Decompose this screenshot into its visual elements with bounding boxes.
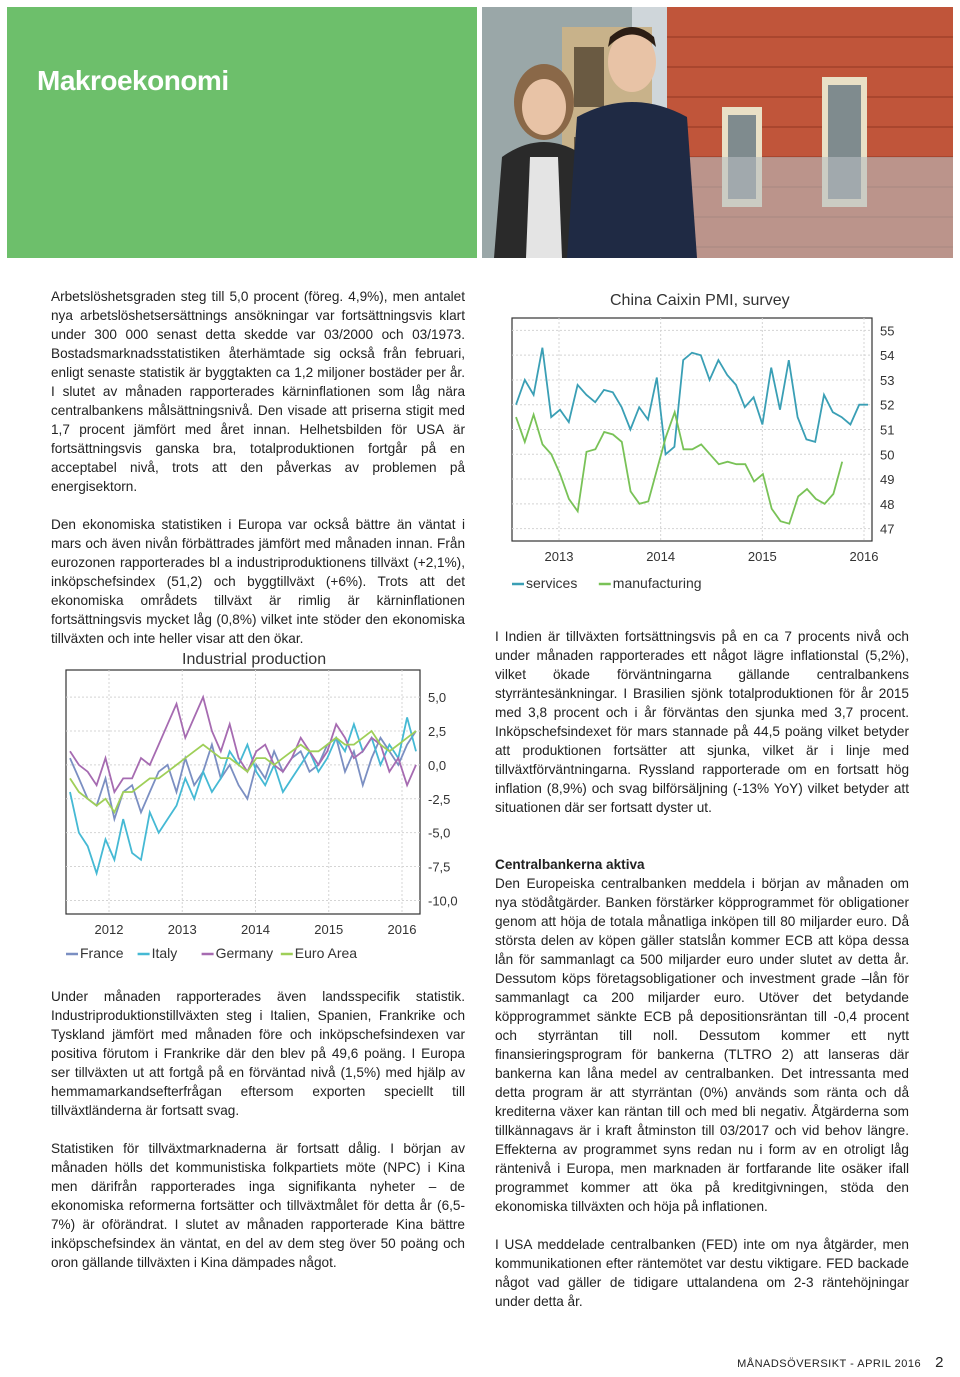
y-tick-label: 50 xyxy=(880,447,895,463)
paragraph-ecb: Den Europeiska centralbanken meddela i början av månaden om nya stödåtgärder. Banken förstärker köpprogrammet för obligationer genom att höja de totala månatliga inköpen till 80 miljarder euro. Då största delen av köpen gäller statslån kommer ECB att köpa dessa lån för sammanlagt ca 500 miljarder euro under slutet av detta år. Dessutom köps företagsobligationer och investment grade –lån för sammanlagt ca 200 miljarder euro. Utöver det betydande köpprogrammet sänkte ECB på depositionsräntan till -0,4 procent och styrräntan till noll. Dessutom kommer ett nytt finansieringsprogram för bankerna (TLTRO 2) att lanseras där bankerna kan låna medel av centralbanken. Det intressanta med detta program är att styrräntan (0%) används som ränta och då krediterna växer kan räntan till och med bli negativ. Åtgärderna som tillkännagavs är i kraft åtminston till 03/2017 och vid behov längre. Effekterna av programmet syns redan nu i form av en otroligt låg räntenivå i Europa, men marknaden är fortfarande lite osäker ifall programmet kommer att öka på kreditgivningen, stöda den ekonomiska tillväxten och höja på inflationen. xyxy=(495,876,909,1214)
x-tick-label: 2014 xyxy=(241,922,270,937)
x-tick-label: 2016 xyxy=(387,922,417,937)
x-tick-label: 2015 xyxy=(747,549,777,564)
x-tick-label: 2013 xyxy=(167,922,197,937)
chart-title: Industrial production xyxy=(182,651,327,668)
y-tick-label: 49 xyxy=(880,472,895,488)
legend-label: services xyxy=(526,575,578,591)
x-tick-label: 2016 xyxy=(849,549,879,564)
legend-label: Euro Area xyxy=(294,945,358,961)
y-tick-label: 54 xyxy=(880,348,895,364)
china-pmi-chart xyxy=(498,285,913,600)
y-tick-label: -7,5 xyxy=(428,859,451,875)
paragraph-india-brazil-russia: I Indien är tillväxten fortsättningsvis på en ca 7 procents nivå och under månaden rapporterades ett något lägre inflationstal (5,2%), vilket ökade förväntningarna gällande centralbankens styrräntesänkningar. I Brasilien sjönk totalproduktionen för år 2015 med 3,8 procent och i år förväntas den sjunka med 3,7 procent. Inköpschefsindexet för mars stannade på 44,5 poäng vilket betyder att produktionen fortsätter att sjunka, vilket är i linje med tillväxtförväntningarna. Ryssland rapporterade om en fortsatt hög inflation (8,9%) och svag bilförsäljning (-13% YoY) vilket betyder att situationen där ser fortsatt dyster ut. xyxy=(495,629,909,815)
x-tick-label: 2013 xyxy=(544,549,574,564)
legend-label: France xyxy=(80,945,124,961)
x-tick-label: 2014 xyxy=(646,549,676,564)
paragraph-country-stats: Under månaden rapporterades även landsspecifik statistik. Industriproduktionstillväxten steg i Italien, Spanien, Frankrike och Tyskland jämfört med månaden före och inköpschefsindexen var positiva förutom i Frankrike där den blev på 49,6 poäng. I Europa ser tillväxten ut att fortgå på en förväntad nivå (1,5%) med hjälp av hemmamarkandsefterfrågan eftersom exporten speciellt till tillväxtländerna är fortsatt svag. xyxy=(51,989,465,1118)
y-tick-label: 53 xyxy=(880,372,895,388)
paragraph-europe: Den ekonomiska statistiken i Europa var också bättre än väntat i mars och även nivån förbättrades jämfört med månaden innan. Från eurozonen rapporterades bl a industriproduktionens tillväxt (+2,1%), inköpschefsindex (51,2) och byggtillväxt (+6%). Trots att det ekonomiska områdets tillväxt är rimlig är kärninflationen fortsättningsvis mycket låg (0,8%) vilket inte stöder den ekonomiska tillväxten och inte heller visar att den ökar. xyxy=(51,517,465,646)
header-banner xyxy=(7,7,477,258)
chart-title: China Caixin PMI, survey xyxy=(610,292,790,309)
x-tick-label: 2012 xyxy=(94,922,124,937)
left-column-lower xyxy=(51,987,465,1291)
y-tick-label: -5,0 xyxy=(428,825,451,841)
y-tick-label: 55 xyxy=(880,323,895,339)
industrial-production-chart xyxy=(52,640,467,970)
legend-label: Germany xyxy=(215,945,274,961)
y-tick-label: -10,0 xyxy=(428,893,458,909)
china-pmi-svg xyxy=(498,285,913,600)
y-tick-label: -2,5 xyxy=(428,791,451,807)
paragraph-emerging-markets: Statistiken för tillväxtmarknaderna är fortsatt dålig. I början av månaden hölls det kommunistiska folkpartiets möte (NPC) i Kina men därifrån rapporterades inga signifikanta nyheter – de ekonomiska reformerna fortsätter och tillväxtmålet för detta år (6,5-7%) är oförändrat. I slutet av månaden rapporterade Kina bättre inköpschefsindex än väntat, en del av dem steg över 50 poäng och oron gällande tillväxten i Kina dämpades något. xyxy=(51,1141,465,1270)
paragraph-fed: I USA meddelade centralbanken (FED) inte om nya åtgärder, men kommunikationen efter räntemötet var destu viktigare. FED backade något vad gäller de tidigare uttalandena om 2-3 räntehöjningar under detta år. xyxy=(495,1237,909,1309)
couple-photo-illustration xyxy=(482,7,953,258)
y-tick-label: 0,0 xyxy=(428,757,447,773)
left-column-upper xyxy=(51,287,465,667)
y-tick-label: 5,0 xyxy=(428,690,447,706)
y-tick-label: 47 xyxy=(880,521,895,537)
y-tick-label: 51 xyxy=(880,422,895,438)
publication-name: MÅNADSÖVERSIKT - APRIL 2016 xyxy=(737,1358,922,1370)
section-title-central-banks: Centralbankerna aktiva xyxy=(495,857,645,872)
industrial-production-svg xyxy=(52,640,467,970)
y-tick-label: 52 xyxy=(880,397,895,413)
page-title: Makroekonomi xyxy=(37,65,229,96)
y-tick-label: 48 xyxy=(880,496,895,512)
page-footer xyxy=(737,1354,944,1371)
right-column xyxy=(495,627,909,1330)
header-photo xyxy=(482,7,953,258)
legend-label: manufacturing xyxy=(612,575,702,591)
page-number: 2 xyxy=(935,1354,944,1371)
legend-label: Italy xyxy=(151,945,178,961)
y-tick-label: 2,5 xyxy=(428,724,447,739)
x-tick-label: 2015 xyxy=(314,922,344,937)
paragraph-usa: Arbetslöshetsgraden steg till 5,0 procent (föreg. 4,9%), men antalet nya arbetslöshetsersättnings ansökningar var fortsättningsvis klart under 300 000 senast detta skedde var 03/2000 och 03/1973. Bostadsmarknadsstatistiken återhämtade sig också från februari, enligt senaste statistik är byggtakten ca 1,2 miljoner bostäder per år. I slutet av månaden rapporterades kärninflationen som låg nära centralbankens målsättningsnivå. Den visade att priserna stigit med 1,7 procent jämfört med året innan. Helhetsbilden för USA är fortsättningsvis ganska bra, totalproduktionen fortgår på en acceptabel nivå, trots att den påverkas av problemen på energisektorn. xyxy=(51,289,465,494)
